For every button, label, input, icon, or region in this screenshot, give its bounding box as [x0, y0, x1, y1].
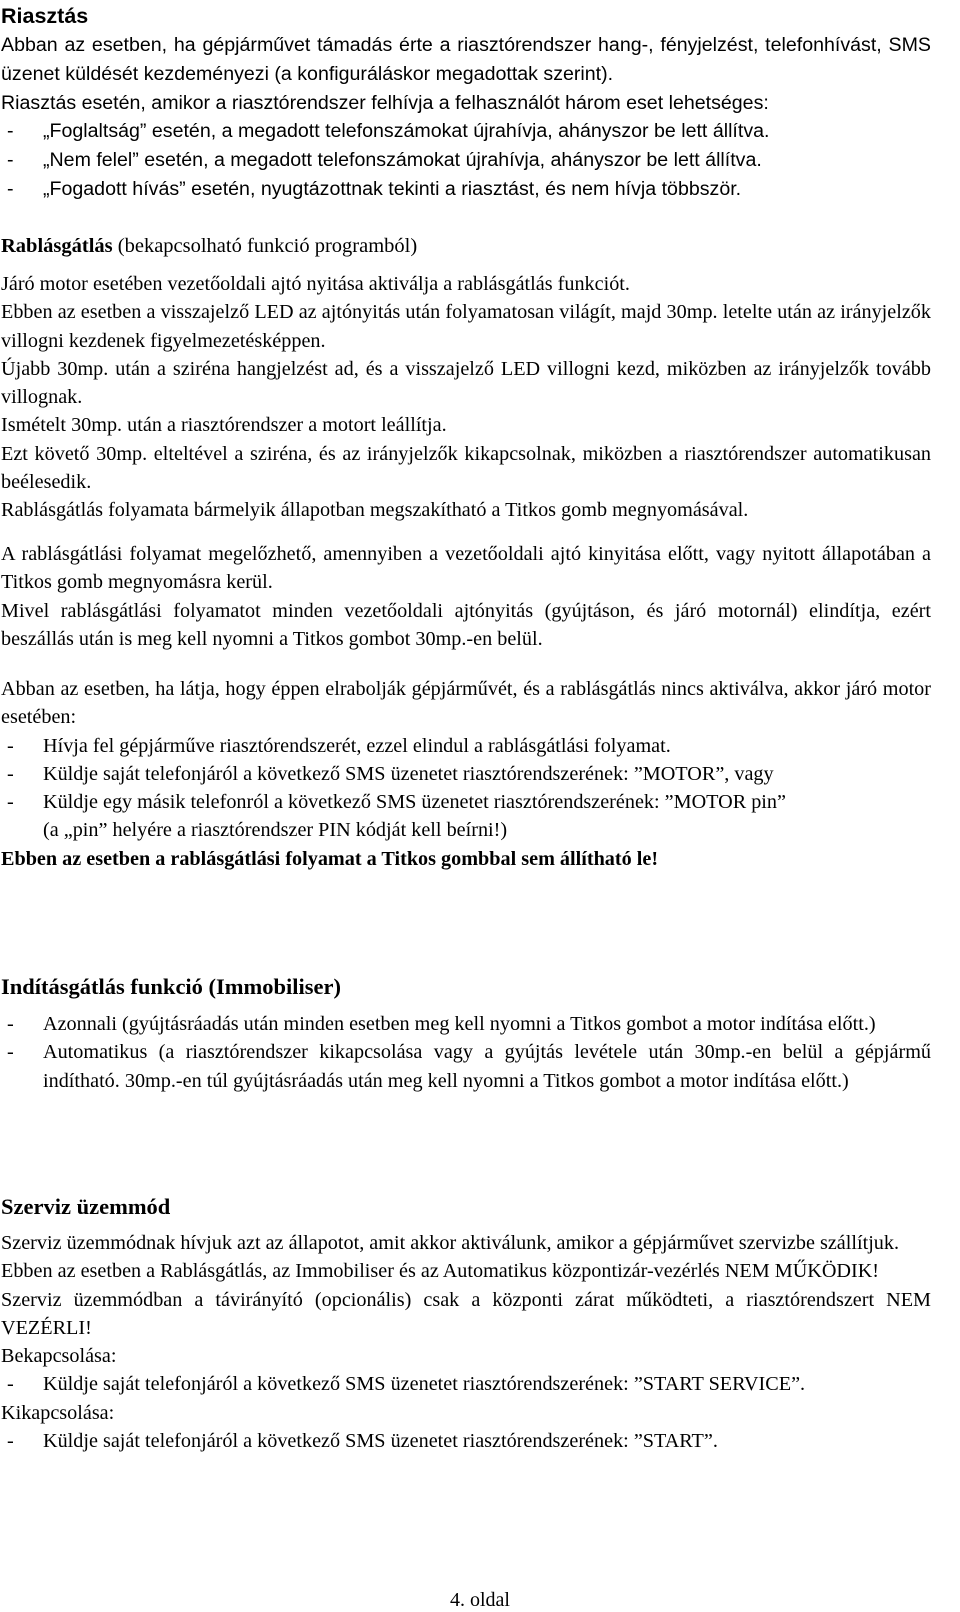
- paragraph: Ebben az esetben a Rablásgátlás, az Immobiliser és az Automatikus központizár-vezérlés NEM MŰKÖDIK!: [1, 1260, 880, 1283]
- section-title-riasztas: Riasztás: [1, 4, 89, 28]
- paragraph: Járó motor esetében vezetőoldali ajtó nyitása aktiválja a rablásgátlás funkciót.: [1, 273, 630, 295]
- rablasgatlas-body: [1, 270, 931, 525]
- list-dash: -: [7, 120, 14, 143]
- list-item-text: „Foglaltság” esetén, a megadott telefonszámokat újrahívja, ahányszor be lett állítva.: [43, 120, 770, 143]
- list-item-text: Küldje saját telefonjáról a következő SMS üzenetet riasztórendszerének: ”MOTOR”, vagy: [43, 762, 774, 785]
- list-item: [1, 1370, 931, 1398]
- szerviz-body: [1, 1229, 931, 1455]
- section-title-immobiliser: Indításgátlás funkció (Immobiliser): [1, 974, 342, 999]
- page-number: 4. oldal: [450, 1589, 510, 1611]
- paragraph: Ismételt 30mp. után a riasztórendszer a motort leállítja.: [1, 414, 447, 437]
- paragraph: Mivel rablásgátlási folyamatot minden vezetőoldali ajtónyitás (gyújtáson, és járó motornál) elindítja, ezért beszállás után is meg kell nyomni a Titkos gombot 30mp.-en belül.: [1, 599, 931, 650]
- list-item-text: Azonnali (gyújtásráadás után minden esetben meg kell nyomni a Titkos gombot a motor indítása előtt.): [43, 1013, 876, 1035]
- list-item: [1, 1427, 931, 1455]
- list-dash: -: [7, 1013, 14, 1035]
- enable-label: Bekapcsolása:: [1, 1345, 117, 1368]
- paragraph: Abban az esetben, ha látja, hogy éppen elrabolják gépjárművét, és a rablásgátlás nincs aktiválva, akkor járó motor esetében:: [1, 678, 931, 729]
- list-item: [1, 175, 931, 204]
- list-item-text: „Nem felel” esetén, a megadott telefonszámokat újrahívja, ahányszor be lett állítva.: [43, 149, 762, 172]
- section-title-szerviz: Szerviz üzemmód: [1, 1194, 171, 1219]
- list-dash: -: [7, 1430, 14, 1453]
- rablasgatlas-case: [1, 675, 931, 873]
- list-item: [1, 788, 931, 816]
- paragraph: Szerviz üzemmódban a távirányító (opcionális) csak a központi zárat működteti, a riasztórendszert NEM VEZÉRLI!: [1, 1288, 931, 1339]
- riasztas-body: [1, 31, 931, 204]
- paragraph: A rablásgátlási folyamat megelőzhető, amennyiben a vezetőoldali ajtó kinyitása előtt, vagy nyitott állapotában a Titkos gomb megnyomásra kerül.: [1, 543, 931, 594]
- paragraph: Újabb 30mp. után a sziréna hangjelzést ad, és a visszajelző LED villogni kezd, miközben az irányjelzők tovább villognak.: [1, 357, 931, 409]
- list-item: [1, 146, 931, 175]
- list-item: [1, 117, 931, 146]
- list-dash: -: [7, 791, 14, 814]
- section-title-note: (bekapcsolható funkció programból): [112, 235, 418, 257]
- list-item: [1, 1010, 931, 1038]
- list-dash: -: [7, 1373, 14, 1396]
- list-dash: -: [7, 734, 14, 757]
- list-dash: -: [7, 149, 14, 172]
- list-dash: -: [7, 177, 14, 200]
- list-item-text: Automatikus (a riasztórendszer kikapcsolása vagy a gyújtás levétele után 30mp.-en belül a gépjármű indítható. 30mp.-en túl gyújtásráadás után meg kell nyomni a Titkos gombot a motor indítása előtt.): [43, 1041, 931, 1092]
- list-item-text: Küldje egy másik telefonról a következő SMS üzenetet riasztórendszerének: ”MOTOR pin”: [43, 791, 786, 814]
- rablasgatlas-prevention: [1, 540, 931, 653]
- list-item-text: Hívja fel gépjárműve riasztórendszerét, ezzel elindul a rablásgátlási folyamat.: [43, 734, 671, 757]
- immobiliser-list: [1, 1010, 931, 1095]
- pin-note: (a „pin” helyére a riasztórendszer PIN kódját kell beírni!): [43, 819, 508, 842]
- list-dash: -: [7, 1041, 14, 1064]
- list-item: [1, 1038, 931, 1095]
- section-heading-rablasgatlas: [1, 232, 931, 260]
- paragraph: Szerviz üzemmódnak hívjuk azt az állapotot, amit akkor aktiválunk, amikor a gépjárművet szervizbe szállítjuk.: [1, 1232, 900, 1254]
- list-dash: -: [7, 762, 14, 785]
- warning-text: Ebben az esetben a rablásgátlási folyamat a Titkos gombbal sem állítható le!: [1, 847, 659, 870]
- list-item-text: Küldje saját telefonjáról a következő SMS üzenetet riasztórendszerének: ”START SERVICE”.: [43, 1373, 806, 1396]
- list-item-text: Küldje saját telefonjáról a következő SMS üzenetet riasztórendszerének: ”START”.: [43, 1430, 718, 1453]
- paragraph: Ezt követő 30mp. elteltével a sziréna, és az irányjelzők kikapcsolnak, miközben a riasztórendszer automatikusan beélesedik.: [1, 442, 931, 494]
- section-title-rablasgatlas: Rablásgátlás: [1, 235, 113, 257]
- disable-label: Kikapcsolása:: [1, 1401, 115, 1424]
- riasztas-intro: Abban az esetben, ha gépjárművet támadás érte a riasztórendszer hang-, fényjelzést, telefonhívást, SMS üzenet küldését kezdeményezi (a konfiguráláskor megadottak szerint).: [1, 34, 931, 85]
- list-item: [1, 760, 931, 788]
- list-item: [1, 732, 931, 760]
- paragraph: Rablásgátlás folyamata bármelyik állapotban megszakítható a Titkos gomb megnyomásával.: [1, 499, 749, 522]
- paragraph: Ebben az esetben a visszajelző LED az ajtónyitás után folyamatosan világít, majd 30mp. letelte után az irányjelzők villogni kezdenek figyelmezetésképpen.: [1, 301, 931, 352]
- riasztas-lead: Riasztás esetén, amikor a riasztórendszer felhívja a felhasználót három eset lehetséges:: [1, 91, 769, 114]
- list-item-text: „Fogadott hívás” esetén, nyugtázottnak tekinti a riasztást, és nem hívja többször.: [43, 177, 742, 200]
